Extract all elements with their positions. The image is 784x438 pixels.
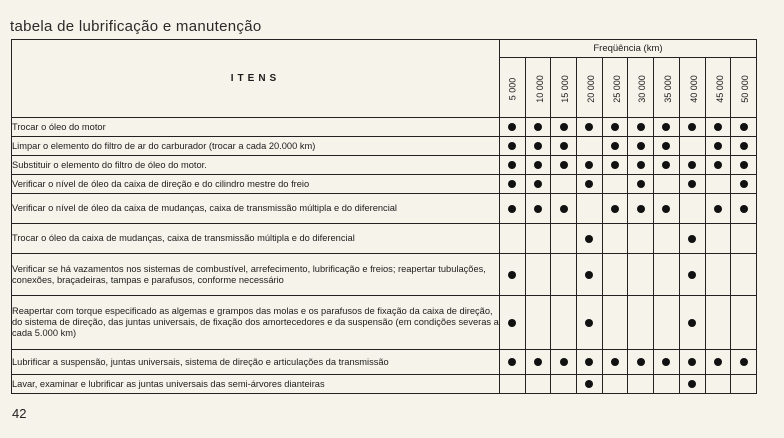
- frequency-cell: [577, 194, 603, 224]
- frequency-cell: [731, 118, 757, 137]
- page-number: 42: [12, 406, 27, 421]
- km-column-header: [500, 58, 526, 118]
- table-row: [12, 156, 757, 175]
- frequency-cell: [500, 296, 526, 350]
- service-dot-icon: [637, 205, 645, 213]
- frequency-cell: [628, 350, 654, 375]
- frequency-cell: [654, 137, 680, 156]
- km-column-header: [679, 58, 705, 118]
- service-dot-icon: [714, 358, 722, 366]
- frequency-cell: [731, 296, 757, 350]
- service-dot-icon: [662, 358, 670, 366]
- km-column-label: 45 000: [714, 74, 725, 103]
- frequency-cell: [628, 194, 654, 224]
- service-dot-icon: [508, 142, 516, 150]
- frequency-cell: [500, 137, 526, 156]
- service-dot-icon: [560, 123, 568, 131]
- frequency-cell: [628, 224, 654, 254]
- frequency-cell: [654, 254, 680, 296]
- maintenance-item-text: Lubrificar a suspensão, juntas universais, sistema de direção e articulações da transmissão: [12, 350, 500, 375]
- table-row: [12, 137, 757, 156]
- km-column-header: [602, 58, 628, 118]
- frequency-cell: [551, 296, 577, 350]
- frequency-cell: [679, 194, 705, 224]
- maintenance-item-text: Verificar se há vazamentos nos sistemas de combustível, arrefecimento, lubrificação e freios; reapertar tubulações, conexões, braçadeiras, tampas e parafusos, conforme necessário: [12, 254, 500, 296]
- frequency-cell: [602, 137, 628, 156]
- service-dot-icon: [662, 161, 670, 169]
- frequency-cell: [602, 296, 628, 350]
- frequency-cell: [628, 137, 654, 156]
- frequency-cell: [654, 118, 680, 137]
- frequency-header: Freqüência (km): [500, 40, 757, 58]
- table-row: [12, 350, 757, 375]
- km-column-header: [525, 58, 551, 118]
- service-dot-icon: [534, 142, 542, 150]
- frequency-cell: [705, 194, 731, 224]
- service-dot-icon: [585, 180, 593, 188]
- frequency-cell: [525, 175, 551, 194]
- table-row: [12, 375, 757, 394]
- frequency-cell: [705, 156, 731, 175]
- frequency-cell: [731, 194, 757, 224]
- km-column-header: [577, 58, 603, 118]
- frequency-cell: [628, 254, 654, 296]
- km-column-header: [628, 58, 654, 118]
- km-column-header: [705, 58, 731, 118]
- service-dot-icon: [534, 161, 542, 169]
- frequency-cell: [500, 350, 526, 375]
- service-dot-icon: [585, 235, 593, 243]
- service-dot-icon: [688, 180, 696, 188]
- frequency-cell: [551, 175, 577, 194]
- service-dot-icon: [637, 358, 645, 366]
- km-column-label: 30 000: [637, 74, 648, 103]
- frequency-cell: [679, 350, 705, 375]
- service-dot-icon: [662, 205, 670, 213]
- frequency-cell: [500, 118, 526, 137]
- lubrication-maintenance-table: [11, 39, 757, 394]
- service-dot-icon: [585, 123, 593, 131]
- km-column-label: 40 000: [688, 74, 699, 103]
- service-dot-icon: [637, 161, 645, 169]
- frequency-cell: [602, 375, 628, 394]
- frequency-cell: [577, 350, 603, 375]
- frequency-cell: [577, 296, 603, 350]
- frequency-cell: [679, 296, 705, 350]
- service-dot-icon: [560, 205, 568, 213]
- service-dot-icon: [508, 319, 516, 327]
- km-column-header: [731, 58, 757, 118]
- frequency-cell: [731, 375, 757, 394]
- service-dot-icon: [740, 161, 748, 169]
- frequency-cell: [705, 137, 731, 156]
- frequency-cell: [602, 175, 628, 194]
- maintenance-item-text: Verificar o nível de óleo da caixa de direção e do cilindro mestre do freio: [12, 175, 500, 194]
- maintenance-item-text: Trocar o óleo da caixa de mudanças, caixa de transmissão múltipla e do diferencial: [12, 224, 500, 254]
- table-row: [12, 254, 757, 296]
- service-dot-icon: [508, 271, 516, 279]
- service-dot-icon: [688, 123, 696, 131]
- service-dot-icon: [534, 123, 542, 131]
- frequency-cell: [577, 137, 603, 156]
- km-column-label: 15 000: [560, 74, 571, 103]
- frequency-cell: [654, 175, 680, 194]
- service-dot-icon: [714, 205, 722, 213]
- frequency-cell: [500, 194, 526, 224]
- frequency-cell: [679, 175, 705, 194]
- frequency-cell: [602, 254, 628, 296]
- frequency-cell: [679, 118, 705, 137]
- service-dot-icon: [688, 235, 696, 243]
- frequency-cell: [525, 254, 551, 296]
- frequency-cell: [525, 194, 551, 224]
- service-dot-icon: [534, 358, 542, 366]
- service-dot-icon: [611, 205, 619, 213]
- service-dot-icon: [534, 205, 542, 213]
- service-dot-icon: [637, 123, 645, 131]
- frequency-cell: [525, 350, 551, 375]
- frequency-cell: [602, 156, 628, 175]
- table-row: [12, 296, 757, 350]
- service-dot-icon: [662, 142, 670, 150]
- service-dot-icon: [740, 123, 748, 131]
- frequency-cell: [654, 156, 680, 175]
- frequency-cell: [500, 175, 526, 194]
- frequency-cell: [628, 118, 654, 137]
- service-dot-icon: [585, 271, 593, 279]
- service-dot-icon: [585, 161, 593, 169]
- service-dot-icon: [534, 180, 542, 188]
- frequency-cell: [731, 350, 757, 375]
- service-dot-icon: [740, 142, 748, 150]
- frequency-cell: [731, 156, 757, 175]
- km-column-label: 10 000: [534, 74, 545, 103]
- frequency-cell: [525, 137, 551, 156]
- table-row: [12, 118, 757, 137]
- frequency-cell: [551, 137, 577, 156]
- maintenance-item-text: Trocar o óleo do motor: [12, 118, 500, 137]
- frequency-cell: [654, 194, 680, 224]
- frequency-cell: [602, 224, 628, 254]
- frequency-cell: [602, 118, 628, 137]
- frequency-cell: [654, 296, 680, 350]
- service-dot-icon: [637, 142, 645, 150]
- frequency-cell: [551, 254, 577, 296]
- frequency-cell: [705, 224, 731, 254]
- km-column-header: [654, 58, 680, 118]
- frequency-cell: [500, 224, 526, 254]
- service-dot-icon: [560, 161, 568, 169]
- service-dot-icon: [611, 358, 619, 366]
- frequency-cell: [654, 350, 680, 375]
- frequency-cell: [577, 156, 603, 175]
- service-dot-icon: [714, 123, 722, 131]
- table-body: [12, 118, 757, 394]
- frequency-cell: [705, 175, 731, 194]
- service-dot-icon: [611, 161, 619, 169]
- frequency-cell: [551, 375, 577, 394]
- service-dot-icon: [508, 161, 516, 169]
- frequency-cell: [679, 224, 705, 254]
- km-column-label: 5 000: [507, 77, 518, 100]
- service-dot-icon: [611, 142, 619, 150]
- km-column-label: 25 000: [611, 74, 622, 103]
- service-dot-icon: [740, 180, 748, 188]
- service-dot-icon: [611, 123, 619, 131]
- frequency-cell: [577, 118, 603, 137]
- frequency-cell: [602, 194, 628, 224]
- km-column-header: [551, 58, 577, 118]
- frequency-cell: [525, 224, 551, 254]
- service-dot-icon: [688, 161, 696, 169]
- maintenance-item-text: Substituir o elemento do filtro de óleo do motor.: [12, 156, 500, 175]
- frequency-cell: [705, 118, 731, 137]
- service-dot-icon: [688, 358, 696, 366]
- frequency-cell: [731, 224, 757, 254]
- km-column-label: 20 000: [585, 74, 596, 103]
- service-dot-icon: [508, 180, 516, 188]
- service-dot-icon: [585, 380, 593, 388]
- frequency-cell: [500, 254, 526, 296]
- table-row: [12, 224, 757, 254]
- frequency-cell: [705, 375, 731, 394]
- service-dot-icon: [688, 319, 696, 327]
- frequency-cell: [551, 194, 577, 224]
- frequency-cell: [551, 350, 577, 375]
- frequency-cell: [577, 224, 603, 254]
- frequency-cell: [731, 254, 757, 296]
- service-dot-icon: [662, 123, 670, 131]
- frequency-cell: [577, 375, 603, 394]
- frequency-cell: [525, 118, 551, 137]
- frequency-cell: [731, 137, 757, 156]
- frequency-cell: [500, 156, 526, 175]
- service-dot-icon: [585, 358, 593, 366]
- frequency-cell: [628, 175, 654, 194]
- service-dot-icon: [637, 180, 645, 188]
- frequency-cell: [525, 156, 551, 175]
- maintenance-item-text: Reapertar com torque especificado as algemas e grampos das molas e os parafusos de fixação da caixa de direção, do sistema de direção, das juntas universais, de fixação dos amortecedores e da suspensão (em condições severas a cada 5.000 km): [12, 296, 500, 350]
- km-column-label: 35 000: [662, 74, 673, 103]
- frequency-cell: [577, 175, 603, 194]
- frequency-cell: [705, 296, 731, 350]
- frequency-cell: [500, 375, 526, 394]
- service-dot-icon: [560, 358, 568, 366]
- maintenance-item-text: Verificar o nível de óleo da caixa de mudanças, caixa de transmissão múltipla e do diferencial: [12, 194, 500, 224]
- service-dot-icon: [508, 123, 516, 131]
- km-column-label: 50 000: [739, 74, 750, 103]
- frequency-cell: [628, 156, 654, 175]
- service-dot-icon: [688, 380, 696, 388]
- page-title: tabela de lubrificação e manutenção: [10, 18, 262, 35]
- frequency-cell: [679, 375, 705, 394]
- service-dot-icon: [714, 142, 722, 150]
- frequency-cell: [602, 350, 628, 375]
- frequency-cell: [551, 224, 577, 254]
- frequency-cell: [679, 156, 705, 175]
- frequency-cell: [679, 137, 705, 156]
- frequency-cell: [679, 254, 705, 296]
- frequency-cell: [654, 375, 680, 394]
- service-dot-icon: [688, 271, 696, 279]
- frequency-cell: [551, 156, 577, 175]
- maintenance-item-text: Lavar, examinar e lubrificar as juntas universais das semi-árvores dianteiras: [12, 375, 500, 394]
- service-dot-icon: [560, 142, 568, 150]
- table-row: [12, 175, 757, 194]
- service-dot-icon: [740, 358, 748, 366]
- table-row: [12, 194, 757, 224]
- frequency-cell: [628, 296, 654, 350]
- frequency-cell: [654, 224, 680, 254]
- service-dot-icon: [585, 319, 593, 327]
- frequency-cell: [577, 254, 603, 296]
- frequency-cell: [731, 175, 757, 194]
- service-dot-icon: [508, 205, 516, 213]
- service-dot-icon: [714, 161, 722, 169]
- frequency-cell: [551, 118, 577, 137]
- items-column-header: ITENS: [12, 40, 500, 118]
- service-dot-icon: [508, 358, 516, 366]
- frequency-cell: [628, 375, 654, 394]
- frequency-cell: [705, 254, 731, 296]
- service-dot-icon: [740, 205, 748, 213]
- frequency-cell: [705, 350, 731, 375]
- maintenance-item-text: Limpar o elemento do filtro de ar do carburador (trocar a cada 20.000 km): [12, 137, 500, 156]
- frequency-cell: [525, 296, 551, 350]
- frequency-cell: [525, 375, 551, 394]
